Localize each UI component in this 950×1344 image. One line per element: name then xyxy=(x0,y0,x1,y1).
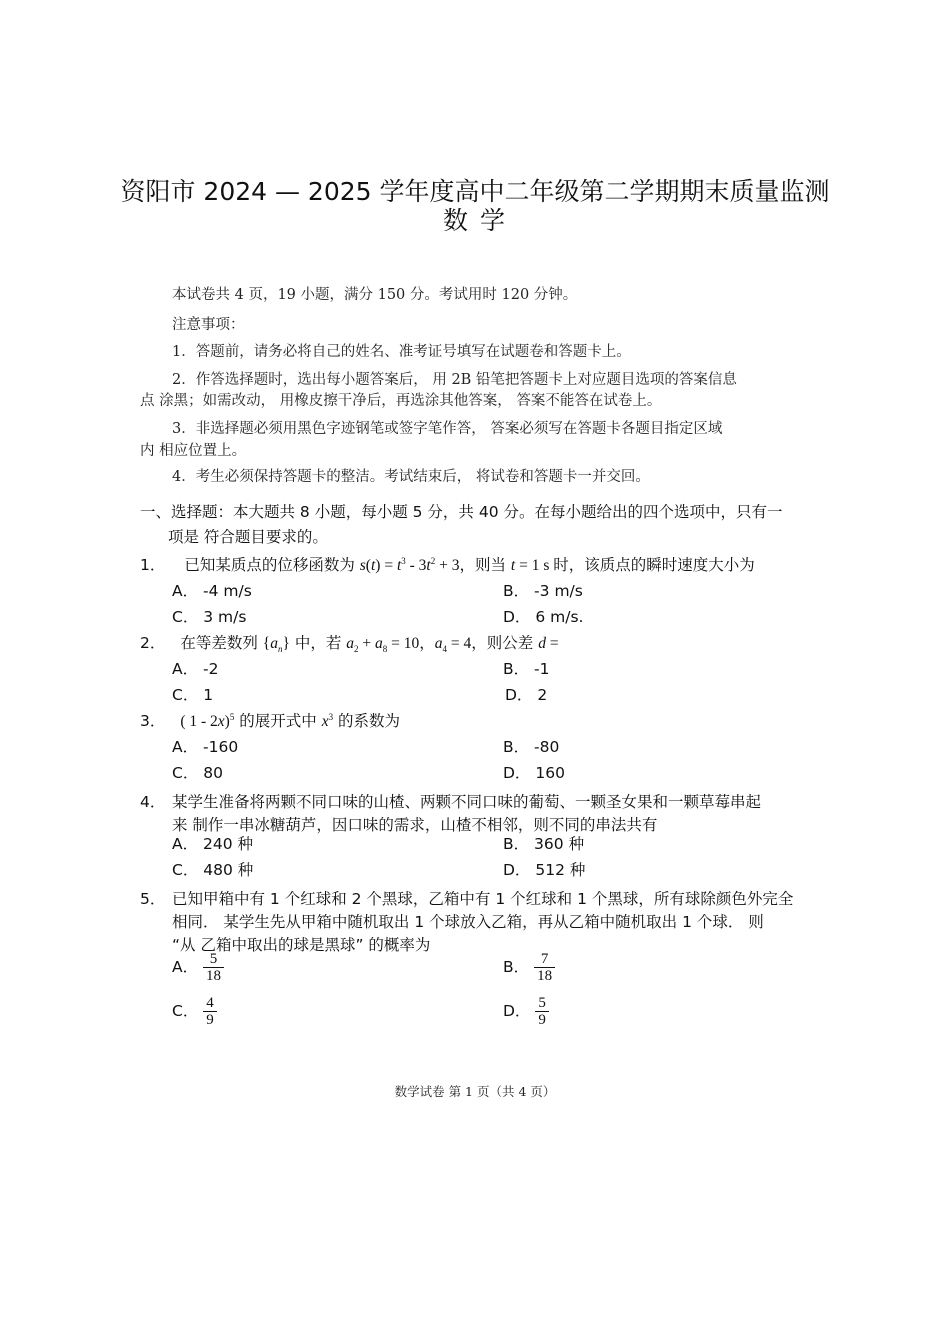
question-5-line-2: 相同． 某学生先从甲箱中随机取出 1 个球放入乙箱，再从乙箱中随机取出 1 个球． 则 xyxy=(172,913,764,931)
notice-item-2-line-2: 点 涂黑；如需改动， 用橡皮擦干净后，再选涂其他答案， 答案不能答在试卷上。 xyxy=(140,393,662,409)
math-expression: t = 1 s xyxy=(510,557,554,574)
math-expression: d = xyxy=(538,635,559,652)
question-number: 2． xyxy=(140,634,166,652)
page-footer: 数学试卷 第 1 页（共 4 页） xyxy=(394,1084,556,1099)
question-2: 2． 在等差数列 $\{a_n\}$ 中，若 $a_2 + a_8 = 10$，$a_4 = 4$，则公差 d = xyxy=(140,634,559,655)
option-a: A． -2 xyxy=(172,660,219,678)
option-a: A． $\frac{5}{18}$ xyxy=(172,951,224,984)
fraction: $\frac{4}{9}$ xyxy=(203,995,217,1028)
option-c: C． $\frac{4}{9}$ xyxy=(172,995,217,1028)
question-4-number: 4． xyxy=(140,793,166,811)
option-b: B． -1 xyxy=(503,660,550,678)
fraction: $\frac{5}{9}$ xyxy=(535,995,549,1028)
math-expression: $a_2 + a_8 = 10$，$a_4 = 4$ xyxy=(346,635,472,655)
option-b: B． $\frac{7}{18}$ xyxy=(503,951,555,984)
question-4-line-1: 某学生准备将两颗不同口味的山楂、两颗不同口味的葡萄、一颗圣女果和一颗草莓串起 xyxy=(172,793,762,811)
fraction: $\frac{5}{18}$ xyxy=(203,951,224,984)
notice-item-3-line-2: 内 相应位置上。 xyxy=(140,443,247,459)
section-heading-line-2: 项是 符合题目要求的。 xyxy=(168,528,328,546)
question-number: 3． xyxy=(140,712,166,730)
option-c: C． 3 m/s xyxy=(172,608,247,626)
option-b: B． 360 种 xyxy=(503,835,585,853)
option-c: C． 1 xyxy=(172,686,214,704)
option-b: B． -80 xyxy=(503,738,560,756)
page-title: 资阳市 2024 — 2025 学年度高中二年级第二学期期末质量监测 xyxy=(120,177,830,206)
exam-intro: 本试卷共 4 页，19 小题，满分 150 分。考试用时 120 分钟。 xyxy=(172,287,578,303)
question-5-line-1: 已知甲箱中有 1 个红球和 2 个黑球，乙箱中有 1 个红球和 1 个黑球，所有球除颜色外完全 xyxy=(172,890,794,908)
question-5-number: 5． xyxy=(140,890,166,908)
subject-title: 数 学 xyxy=(443,206,507,235)
option-c: C． 480 种 xyxy=(172,861,254,879)
option-a: A． -160 xyxy=(172,738,239,756)
notice-item-4: 4．考生必须保持答题卡的整洁。考试结束后， 将试卷和答题卡一并交回。 xyxy=(172,469,650,485)
question-5-line-3: “从 乙箱中取出的球是黑球” 的概率为 xyxy=(172,936,431,954)
math-expression: $s(t) = t^3 - 3t^2 + 3$ xyxy=(359,555,460,574)
question-1: 1． 已知某质点的位移函数为 $s(t) = t^3 - 3t^2 + 3$，则当 t = 1 s 时，该质点的瞬时速度大小为 xyxy=(140,555,755,574)
option-a: A． 240 种 xyxy=(172,835,254,853)
math-expression: $x^3$ xyxy=(321,711,334,730)
notice-item-1: 1．答题前，请务必将自己的姓名、准考证号填写在试题卷和答题卡上。 xyxy=(172,344,631,360)
question-4-line-2: 来 制作一串冰糖葫芦，因口味的需求，山楂不相邻，则不同的串法共有 xyxy=(172,816,658,834)
option-d: D． 2 xyxy=(505,686,548,704)
fraction: $\frac{7}{18}$ xyxy=(534,951,555,984)
option-d: D． $\frac{5}{9}$ xyxy=(503,995,549,1028)
notice-item-2-line-1: 2．作答选择题时，选出每小题答案后， 用 2B 铅笔把答题卡上对应题目选项的答案信息 xyxy=(172,372,737,388)
option-c: C． 80 xyxy=(172,764,223,782)
option-a: A． -4 m/s xyxy=(172,582,252,600)
section-heading-line-1: 一、选择题：本大题共 8 小题，每小题 5 分，共 40 分。在每小题给出的四个选项中，只有一 xyxy=(140,503,783,521)
math-expression: $\{a_n\}$ xyxy=(262,635,290,655)
question-number: 1． xyxy=(140,556,166,574)
notice-item-3-line-1: 3．非选择题必须用黑色字迹钢笔或签字笔作答， 答案必须写在答题卡各题目指定区域 xyxy=(172,421,723,437)
option-d: D． 6 m/s. xyxy=(503,608,584,626)
option-d: D． 160 xyxy=(503,764,565,782)
notice-heading: 注意事项： xyxy=(172,317,245,333)
question-3: 3． ( 1 - 2x)$^5$ 的展开式中 $x^3$ 的系数为 xyxy=(140,711,401,730)
option-d: D． 512 种 xyxy=(503,861,586,879)
option-b: B． -3 m/s xyxy=(503,582,583,600)
math-expression: ( 1 - 2x)$^5$ xyxy=(180,711,235,730)
